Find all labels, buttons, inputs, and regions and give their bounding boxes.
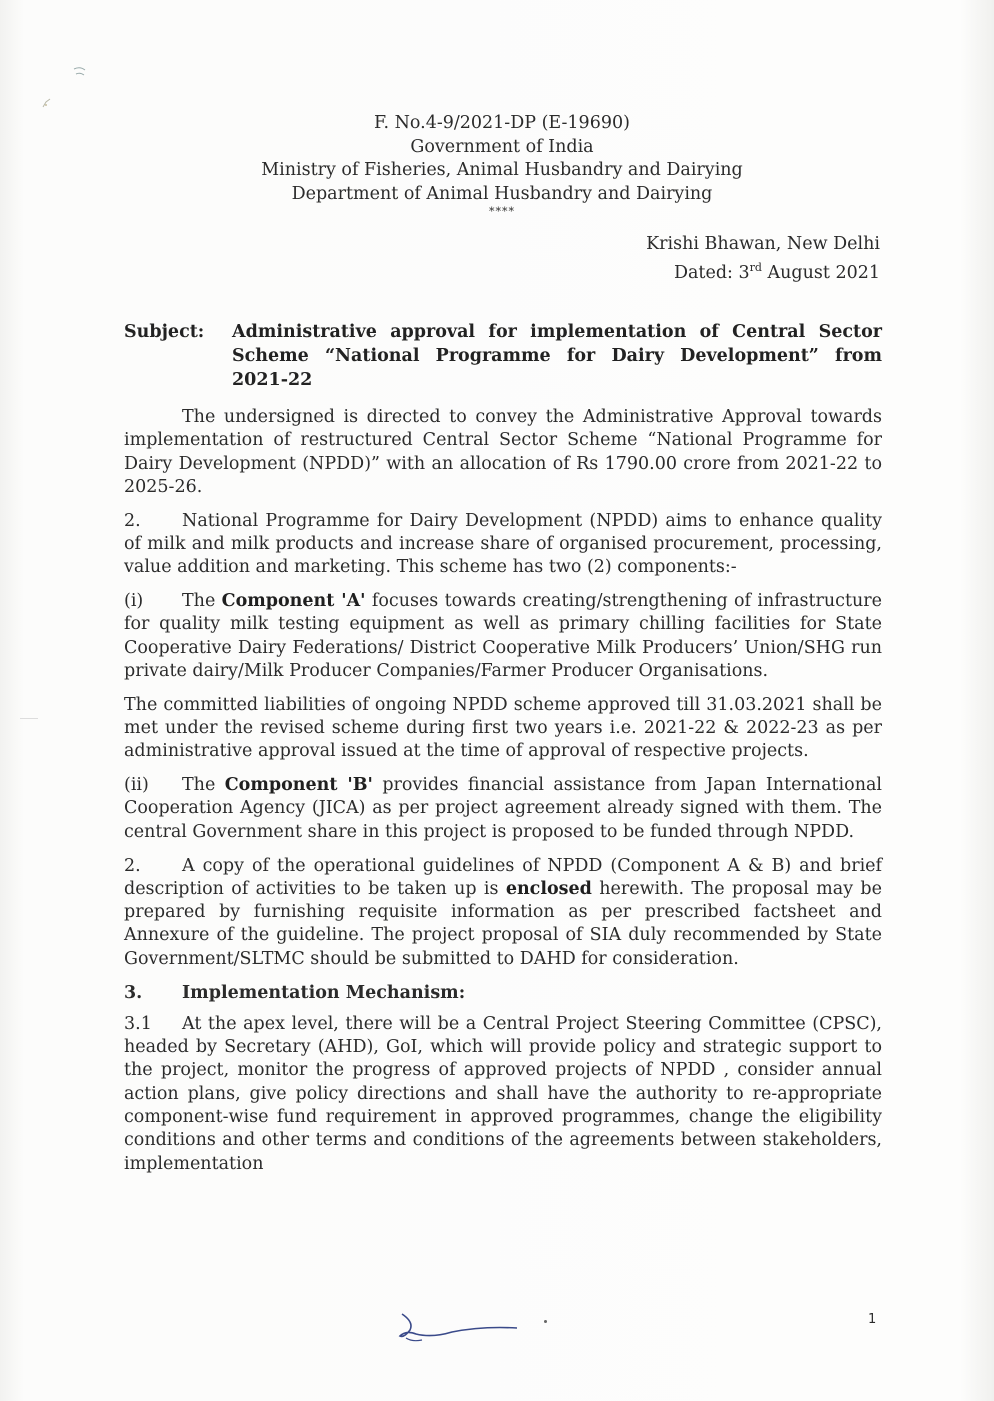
place-and-date <box>646 232 880 285</box>
paragraph-guidelines: 2. A copy of the operational guidelines of NPDD (Component A & B) and brief description of activities to be taken up is enclosed herewith. The proposal may be prepared by furnishing requisite information as per prescribed factsheet and Annexure of the guideline. The project proposal of SIA duly recommended by State Government/SLTMC should be submitted to DAHD for consideration. <box>124 855 882 969</box>
department-name: Department of Animal Husbandry and Dairying <box>291 183 713 204</box>
paragraph-3-1: 3.1 At the apex level, there will be a Central Project Steering Committee (CPSC), headed by Secretary (AHD), GoI, which will provide policy and strategic support to the project, monitor the progress of approved projects of NPDD , consider annual action plans, give policy directions and shall have the authority to re-appropriate component-wise fund requirement in approved programmes, change the eligibility conditions and other terms and conditions of the agreements between stakeholders, implementation <box>124 1013 882 1174</box>
scan-speck-icon <box>40 96 54 110</box>
subject-label: Subject: <box>124 322 205 342</box>
scan-mark-icon <box>72 66 88 78</box>
date: Dated: 3rd August 2021 <box>673 261 880 283</box>
letter-body <box>124 406 882 1186</box>
file-number: F. No.4-9/2021-DP (E-19690) <box>374 113 630 133</box>
section-heading-implementation: 3. Implementation Mechanism: <box>124 982 466 1003</box>
government-name: Government of India <box>410 136 594 157</box>
page-number: 1 <box>868 1312 877 1327</box>
location: Krishi Bhawan, New Delhi <box>646 234 880 254</box>
scan-line <box>20 718 38 719</box>
paragraph-2: 2. National Programme for Dairy Development (NPDD) aims to enhance quality of milk and milk products and increase share of organised procurement, processing, value addition and marketing. This scheme has two (2) components:- <box>124 510 882 578</box>
subject-block <box>124 320 882 392</box>
header-stars: **** <box>489 205 515 218</box>
paragraph-1: The undersigned is directed to convey the Administrative Approval towards implementation of restructured Central Sector Scheme “National Programme for Dairy Development (NPDD)” with an allocation of Rs 1790.00 crore from 2021-22 to 2025-26. <box>124 407 882 497</box>
signature-icon <box>392 1308 522 1348</box>
paragraph-component-a: (i) The Component 'A' focuses towards creating/strengthening of infrastructure for quality milk testing equipment as well as primary chilling facilities for State Cooperative Dairy Federations/ District Cooperative Milk Producers’ Union/SHG run private dairy/Milk Producer Companies/Farmer Producer Organisations. <box>124 591 883 681</box>
ministry-name: Ministry of Fisheries, Animal Husbandry and Dairying <box>261 160 743 180</box>
letter-header <box>0 112 994 218</box>
ink-dot <box>544 1320 547 1323</box>
paragraph-component-b: (ii) The Component 'B' provides financial assistance from Japan International Cooperation Agency (JICA) as per project agreement already signed with them. The central Government share in this project is proposed to be funded through NPDD. <box>124 775 882 842</box>
paragraph-committed-liabilities: The committed liabilities of ongoing NPDD scheme approved till 31.03.2021 shall be met under the revised scheme during first two years i.e. 2021-22 & 2022-23 as per administrative approval issued at the time of approval of respective projects. <box>124 694 882 762</box>
subject-text: Administrative approval for implementation of Central Sector Scheme “National Programme for Dairy Development” from 2021-22 <box>232 322 882 390</box>
